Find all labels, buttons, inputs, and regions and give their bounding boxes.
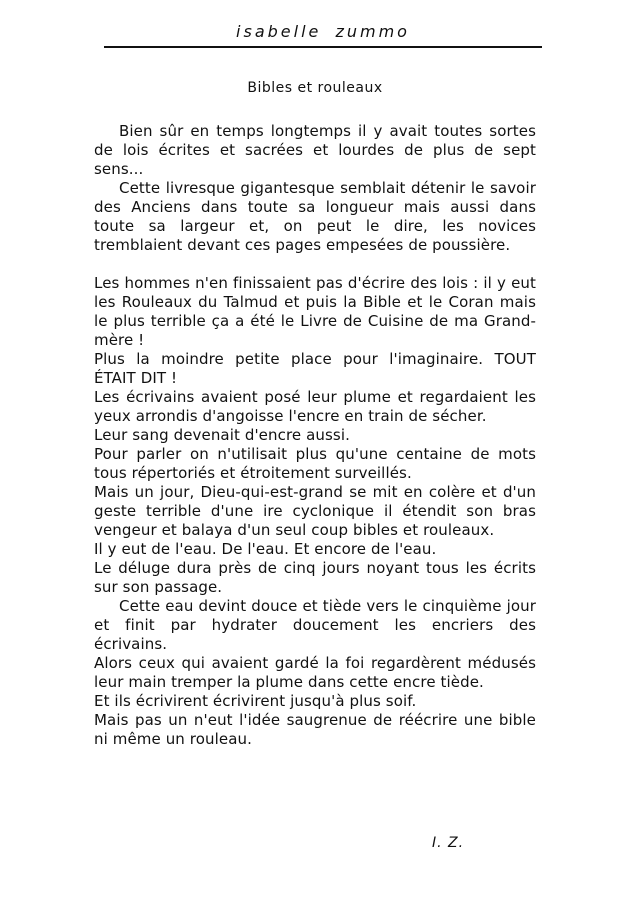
paragraph: Le déluge dura près de cinq jours noyant tous les écrits sur son passage.: [94, 559, 536, 596]
paragraph: Bien sûr en temps longtemps il y avait toutes sortes de lois écrites et sacrées et lourdes de plus de sept sens...: [94, 122, 536, 178]
paragraph: Les hommes n'en finissaient pas d'écrire des lois : il y eut les Rouleaux du Talmud et puis la Bible et le Coran mais le plus terrible ça a été le Livre de Cuisine de ma Grand-mère !: [94, 274, 536, 349]
running-header-author: isabelle zummo: [236, 22, 410, 41]
header-rule: [104, 46, 542, 48]
paragraph: Et ils écrivirent écrivirent jusqu'à plus soif.: [94, 692, 417, 710]
article-body: [94, 122, 536, 749]
paragraph: Leur sang devenait d'encre aussi.: [94, 426, 350, 444]
paragraph: Mais pas un n'eut l'idée saugrenue de réécrire une bible ni même un rouleau.: [94, 711, 536, 748]
paragraph: Cette eau devint douce et tiède vers le cinquième jour et finit par hydrater doucement les encriers des écrivains.: [94, 597, 536, 653]
paragraph: Les écrivains avaient posé leur plume et regardaient les yeux arrondis d'angoisse l'encre en train de sécher.: [94, 388, 536, 425]
signature: I. Z.: [432, 835, 465, 851]
paragraph: Plus la moindre petite place pour l'imaginaire. TOUT ÉTAIT DIT !: [94, 350, 536, 387]
paragraph: Alors ceux qui avaient gardé la foi regardèrent médusés leur main tremper la plume dans cette encre tiède.: [94, 654, 536, 691]
page-title: Bibles et rouleaux: [247, 80, 383, 96]
paragraph: Il y eut de l'eau. De l'eau. Et encore de l'eau.: [94, 540, 437, 558]
paragraph: Mais un jour, Dieu-qui-est-grand se mit en colère et d'un geste terrible d'une ire cyclonique il étendit son bras vengeur et balaya d'un seul coup bibles et rouleaux.: [94, 483, 536, 539]
paragraph: Cette livresque gigantesque semblait détenir le savoir des Anciens dans toute sa longueur mais aussi dans toute sa largeur et, on peut le dire, les novices tremblaient devant ces pages empesées de poussière.: [94, 179, 536, 254]
paragraph: Pour parler on n'utilisait plus qu'une centaine de mots tous répertoriés et étroitement surveillés.: [94, 445, 536, 482]
